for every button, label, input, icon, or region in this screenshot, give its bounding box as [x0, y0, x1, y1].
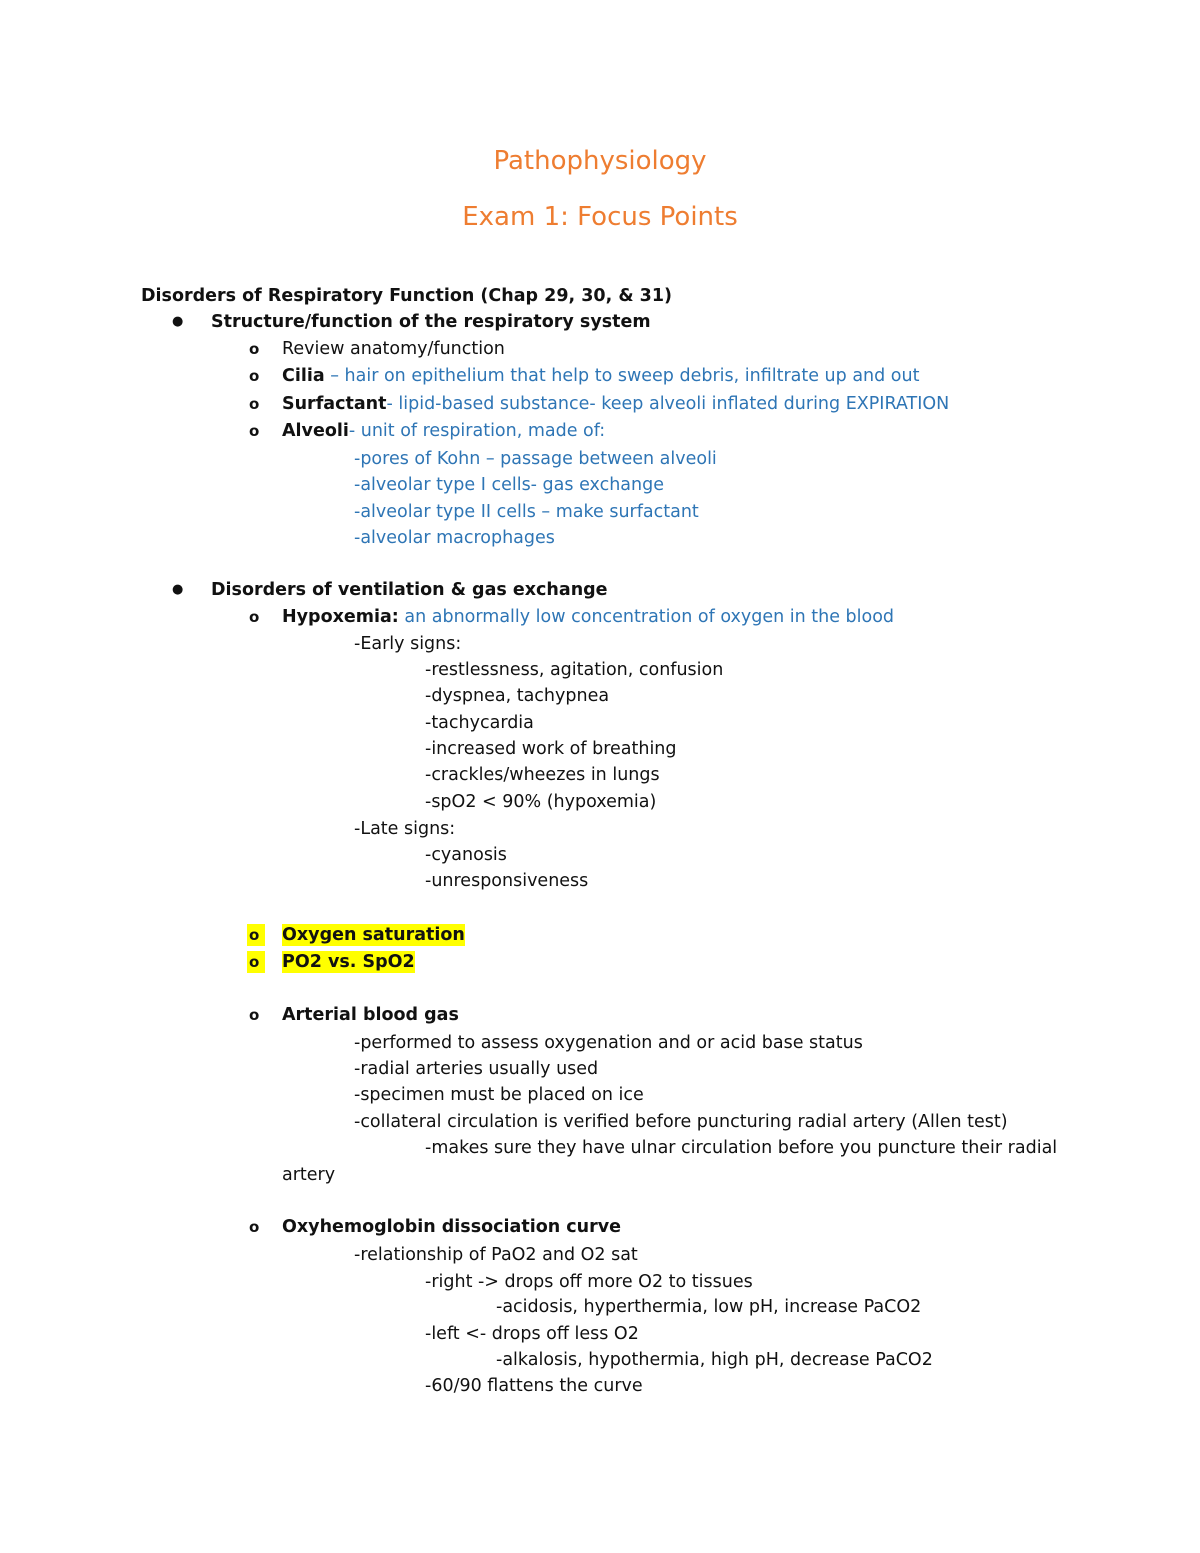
cilia-definition: – hair on epithelium that help to sweep debris, infiltrate up and out	[324, 366, 920, 386]
alveoli-detail: -alveolar type II cells – make surfactant	[354, 502, 699, 522]
sub-marker: o	[249, 422, 260, 440]
bullet-marker: ●	[172, 582, 184, 597]
bullet-marker: ●	[172, 314, 184, 329]
late-signs-label: -Late signs:	[354, 819, 456, 839]
review-item: Review anatomy/function	[282, 339, 505, 359]
bullet1-heading: Structure/function of the respiratory system	[211, 312, 651, 332]
abg-heading: Arterial blood gas	[282, 1005, 459, 1025]
alveoli-definition: - unit of respiration, made of:	[348, 421, 606, 441]
hypoxemia-definition: an abnormally low concentration of oxygen in the blood	[398, 607, 895, 627]
hypoxemia-item	[282, 606, 894, 628]
curve-detail: -relationship of PaO2 and O2 sat	[354, 1245, 638, 1265]
surfactant-definition: - lipid-based substance- keep alveoli inflated during EXPIRATION	[386, 394, 950, 414]
page-subtitle: Exam 1: Focus Points	[462, 202, 738, 232]
sub-marker: o	[247, 951, 265, 973]
late-sign: -cyanosis	[425, 845, 507, 865]
early-signs-label: -Early signs:	[354, 634, 462, 654]
sub-marker: o	[249, 367, 260, 385]
sub-marker: o	[249, 1218, 260, 1236]
curve-detail: -left <- drops off less O2	[425, 1324, 639, 1344]
alveoli-detail: -pores of Kohn – passage between alveoli	[354, 449, 717, 469]
sub-marker: o	[249, 340, 260, 358]
surfactant-term: Surfactant	[282, 394, 387, 414]
bullet2-heading: Disorders of ventilation & gas exchange	[211, 580, 608, 600]
abg-subdetail: -makes sure they have ulnar circulation before you puncture their radial	[425, 1138, 1058, 1158]
early-sign: -tachycardia	[425, 713, 534, 733]
alveoli-detail: -alveolar macrophages	[354, 528, 555, 548]
abg-detail: -collateral circulation is verified before puncturing radial artery (Allen test)	[354, 1112, 1008, 1132]
sub-marker: o	[247, 924, 265, 946]
curve-detail: -60/90 flattens the curve	[425, 1376, 643, 1396]
abg-detail: -specimen must be placed on ice	[354, 1085, 644, 1105]
surfactant-item	[282, 393, 949, 415]
curve-subdetail: -acidosis, hyperthermia, low pH, increase PaCO2	[496, 1297, 922, 1317]
abg-subdetail-wrap: artery	[282, 1165, 336, 1185]
curve-subdetail: -alkalosis, hypothermia, high pH, decrease PaCO2	[496, 1350, 933, 1370]
sub-marker: o	[249, 395, 260, 413]
hypoxemia-term: Hypoxemia:	[282, 607, 399, 627]
early-sign: -dyspnea, tachypnea	[425, 686, 610, 706]
page-title: Pathophysiology	[493, 146, 707, 176]
po2-vs-spo2-item: PO2 vs. SpO2	[282, 952, 415, 972]
alveoli-term: Alveoli	[282, 421, 349, 441]
early-sign: -crackles/wheezes in lungs	[425, 765, 660, 785]
early-sign: -spO2 < 90% (hypoxemia)	[425, 792, 657, 812]
curve-heading: Oxyhemoglobin dissociation curve	[282, 1217, 622, 1237]
curve-detail: -right -> drops off more O2 to tissues	[425, 1272, 753, 1292]
abg-detail: -radial arteries usually used	[354, 1059, 599, 1079]
alveoli-item	[282, 420, 605, 442]
late-sign: -unresponsiveness	[425, 871, 589, 891]
cilia-term: Cilia	[282, 366, 325, 386]
sub-marker: o	[249, 608, 260, 626]
early-sign: -increased work of breathing	[425, 739, 677, 759]
oxygen-saturation-item: Oxygen saturation	[282, 925, 465, 945]
abg-detail: -performed to assess oxygenation and or acid base status	[354, 1033, 863, 1053]
sub-marker: o	[249, 1006, 260, 1024]
alveoli-detail: -alveolar type I cells- gas exchange	[354, 475, 664, 495]
cilia-item	[282, 365, 919, 387]
section-heading: Disorders of Respiratory Function (Chap 29, 30, & 31)	[141, 286, 673, 306]
early-sign: -restlessness, agitation, confusion	[425, 660, 724, 680]
